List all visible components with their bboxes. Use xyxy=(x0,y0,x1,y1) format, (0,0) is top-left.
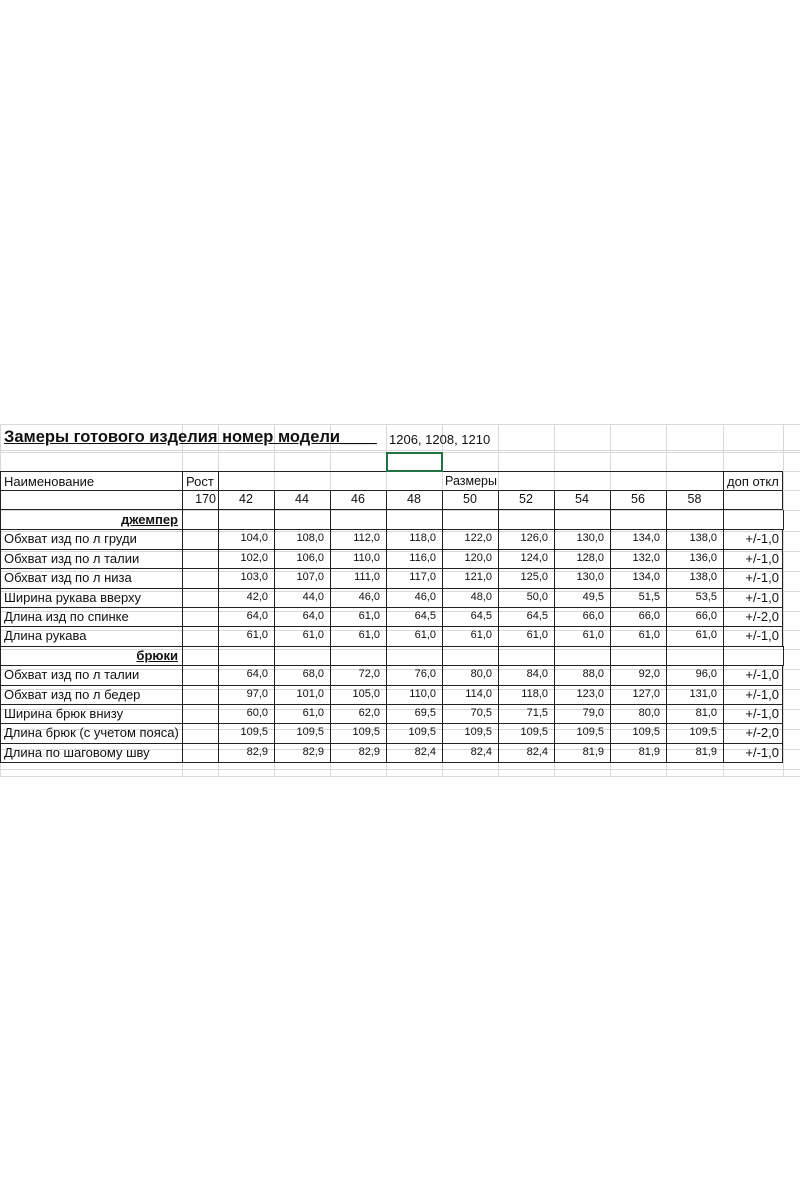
tolerance-blank xyxy=(723,490,783,510)
measurement-value: 64,0 xyxy=(274,607,331,627)
measurement-value: 53,5 xyxy=(666,588,724,608)
measurement-value: 42,0 xyxy=(218,588,275,608)
empty-cell xyxy=(723,510,784,530)
measurement-value: 46,0 xyxy=(386,588,443,608)
measurement-value: 109,5 xyxy=(498,723,555,743)
empty-cell xyxy=(442,510,499,530)
measurement-value: 80,0 xyxy=(442,665,499,685)
measurement-value: 118,0 xyxy=(498,685,555,705)
measurement-value: 103,0 xyxy=(218,568,275,588)
measurement-label: Ширина рукава вверху xyxy=(0,588,183,608)
measurement-value: 70,5 xyxy=(442,704,499,724)
size-header: 56 xyxy=(610,490,667,510)
measurement-value: 81,9 xyxy=(666,743,724,763)
measurement-value: 82,4 xyxy=(498,743,555,763)
size-header: 42 xyxy=(218,490,275,510)
measurement-value: 120,0 xyxy=(442,549,499,569)
tolerance-value: +/-1,0 xyxy=(723,568,783,588)
empty-cell xyxy=(666,510,724,530)
measurement-value: 126,0 xyxy=(498,529,555,549)
measurement-value: 66,0 xyxy=(610,607,667,627)
measurement-value: 136,0 xyxy=(666,549,724,569)
measurement-value: 105,0 xyxy=(330,685,387,705)
measurement-value: 138,0 xyxy=(666,529,724,549)
empty-cell xyxy=(554,510,611,530)
empty-cell xyxy=(498,510,555,530)
measurement-value: 51,5 xyxy=(610,588,667,608)
measurement-value: 132,0 xyxy=(610,549,667,569)
measurement-label: Обхват изд по л талии xyxy=(0,665,183,685)
measurement-value: 71,5 xyxy=(498,704,555,724)
measurement-value: 96,0 xyxy=(666,665,724,685)
height-cell xyxy=(182,704,219,724)
measurement-value: 134,0 xyxy=(610,568,667,588)
measurement-value: 68,0 xyxy=(274,665,331,685)
measurement-value: 109,5 xyxy=(218,723,275,743)
measurement-value: 88,0 xyxy=(554,665,611,685)
measurement-label: Обхват изд по л низа xyxy=(0,568,183,588)
measurement-value: 124,0 xyxy=(498,549,555,569)
tolerance-value: +/-1,0 xyxy=(723,588,783,608)
empty-cell xyxy=(182,510,219,530)
size-header: 48 xyxy=(386,490,443,510)
empty-cell xyxy=(218,510,275,530)
measurement-label: Длина по шаговому шву xyxy=(0,743,183,763)
tolerance-value: +/-2,0 xyxy=(723,607,783,627)
measurement-value: 109,5 xyxy=(386,723,443,743)
measurement-value: 117,0 xyxy=(386,568,443,588)
measurement-value: 104,0 xyxy=(218,529,275,549)
measurement-value: 107,0 xyxy=(274,568,331,588)
empty-cell xyxy=(554,646,611,666)
measurement-value: 61,0 xyxy=(554,626,611,646)
measurement-value: 109,5 xyxy=(442,723,499,743)
measurement-value: 138,0 xyxy=(666,568,724,588)
measurement-value: 130,0 xyxy=(554,568,611,588)
model-numbers: 1206, 1208, 1210 xyxy=(389,432,491,447)
measurement-value: 97,0 xyxy=(218,685,275,705)
measurement-value: 60,0 xyxy=(218,704,275,724)
measurement-value: 48,0 xyxy=(442,588,499,608)
tolerance-value: +/-1,0 xyxy=(723,665,783,685)
measurement-value: 61,0 xyxy=(610,626,667,646)
empty-cell xyxy=(386,510,443,530)
header-name-blank xyxy=(0,490,183,510)
measurement-value: 127,0 xyxy=(610,685,667,705)
empty-cell xyxy=(330,510,387,530)
empty-cell xyxy=(723,646,784,666)
measurement-value: 69,5 xyxy=(386,704,443,724)
measurement-value: 110,0 xyxy=(386,685,443,705)
measurement-value: 72,0 xyxy=(330,665,387,685)
empty-cell xyxy=(498,646,555,666)
section-header: брюки xyxy=(0,646,183,666)
measurement-value: 64,5 xyxy=(386,607,443,627)
tolerance-value: +/-2,0 xyxy=(723,723,783,743)
measurement-value: 84,0 xyxy=(498,665,555,685)
tolerance-value: +/-1,0 xyxy=(723,704,783,724)
measurement-value: 111,0 xyxy=(330,568,387,588)
height-cell xyxy=(182,665,219,685)
measurement-value: 82,9 xyxy=(330,743,387,763)
tolerance-value: +/-1,0 xyxy=(723,626,783,646)
measurement-value: 92,0 xyxy=(610,665,667,685)
sheet-title: Замеры готового изделия номер модели____ xyxy=(4,428,377,446)
height-value: 170 xyxy=(182,490,219,510)
measurement-value: 102,0 xyxy=(218,549,275,569)
height-cell xyxy=(182,549,219,569)
measurement-value: 64,5 xyxy=(498,607,555,627)
measurement-label: Обхват изд по л талии xyxy=(0,549,183,569)
measurement-value: 61,0 xyxy=(218,626,275,646)
height-cell xyxy=(182,568,219,588)
measurement-value: 81,0 xyxy=(666,704,724,724)
measurement-value: 81,9 xyxy=(610,743,667,763)
size-header: 52 xyxy=(498,490,555,510)
size-header: 54 xyxy=(554,490,611,510)
measurement-value: 61,0 xyxy=(498,626,555,646)
measurement-value: 62,0 xyxy=(330,704,387,724)
measurement-value: 82,4 xyxy=(442,743,499,763)
measurement-value: 80,0 xyxy=(610,704,667,724)
empty-cell xyxy=(218,646,275,666)
section-header: джемпер xyxy=(0,510,183,530)
spreadsheet-grid[interactable] xyxy=(0,424,800,776)
height-cell xyxy=(182,588,219,608)
measurement-value: 106,0 xyxy=(274,549,331,569)
measurement-value: 121,0 xyxy=(442,568,499,588)
measurement-value: 112,0 xyxy=(330,529,387,549)
measurement-value: 109,5 xyxy=(610,723,667,743)
measurement-value: 114,0 xyxy=(442,685,499,705)
measurement-value: 82,9 xyxy=(274,743,331,763)
empty-cell xyxy=(442,646,499,666)
measurement-value: 108,0 xyxy=(274,529,331,549)
header-sizes: Размеры xyxy=(218,471,724,491)
measurement-value: 76,0 xyxy=(386,665,443,685)
header-height: Рост xyxy=(182,471,219,491)
measurement-value: 81,9 xyxy=(554,743,611,763)
measurement-value: 82,4 xyxy=(386,743,443,763)
measurement-value: 130,0 xyxy=(554,529,611,549)
measurement-label: Длина изд по спинке xyxy=(0,607,183,627)
measurement-value: 61,0 xyxy=(330,626,387,646)
height-cell xyxy=(182,723,219,743)
measurement-value: 64,0 xyxy=(218,607,275,627)
measurement-label: Обхват изд по л груди xyxy=(0,529,183,549)
height-cell xyxy=(182,607,219,627)
height-cell xyxy=(182,529,219,549)
measurement-value: 61,0 xyxy=(666,626,724,646)
measurement-value: 66,0 xyxy=(666,607,724,627)
selected-cell[interactable] xyxy=(386,452,443,472)
measurement-value: 64,0 xyxy=(218,665,275,685)
measurement-value: 46,0 xyxy=(330,588,387,608)
header-tolerance: доп откл xyxy=(723,471,783,491)
tolerance-value: +/-1,0 xyxy=(723,685,783,705)
empty-cell xyxy=(610,646,667,666)
measurement-value: 66,0 xyxy=(554,607,611,627)
empty-cell xyxy=(330,646,387,666)
measurement-value: 61,0 xyxy=(274,626,331,646)
measurement-label: Обхват изд по л бедер xyxy=(0,685,183,705)
tolerance-value: +/-1,0 xyxy=(723,549,783,569)
measurement-label: Ширина брюк внизу xyxy=(0,704,183,724)
size-header: 58 xyxy=(666,490,724,510)
empty-cell xyxy=(274,646,331,666)
measurement-value: 50,0 xyxy=(498,588,555,608)
measurement-value: 109,5 xyxy=(274,723,331,743)
size-header: 46 xyxy=(330,490,387,510)
tolerance-value: +/-1,0 xyxy=(723,529,783,549)
measurement-value: 101,0 xyxy=(274,685,331,705)
measurement-value: 61,0 xyxy=(330,607,387,627)
measurement-label: Длина брюк (с учетом пояса) xyxy=(0,723,183,743)
measurement-value: 134,0 xyxy=(610,529,667,549)
size-header: 50 xyxy=(442,490,499,510)
measurement-value: 49,5 xyxy=(554,588,611,608)
height-cell xyxy=(182,685,219,705)
empty-cell xyxy=(610,510,667,530)
measurement-value: 64,5 xyxy=(442,607,499,627)
empty-cell xyxy=(666,646,724,666)
measurement-value: 110,0 xyxy=(330,549,387,569)
empty-cell xyxy=(386,646,443,666)
height-cell xyxy=(182,626,219,646)
measurement-value: 109,5 xyxy=(330,723,387,743)
measurement-value: 79,0 xyxy=(554,704,611,724)
measurement-value: 61,0 xyxy=(274,704,331,724)
height-cell xyxy=(182,743,219,763)
empty-cell xyxy=(274,510,331,530)
measurement-value: 82,9 xyxy=(218,743,275,763)
size-header: 44 xyxy=(274,490,331,510)
measurement-value: 122,0 xyxy=(442,529,499,549)
measurement-value: 61,0 xyxy=(442,626,499,646)
measurement-value: 44,0 xyxy=(274,588,331,608)
measurement-value: 125,0 xyxy=(498,568,555,588)
tolerance-value: +/-1,0 xyxy=(723,743,783,763)
measurement-value: 123,0 xyxy=(554,685,611,705)
measurement-value: 131,0 xyxy=(666,685,724,705)
measurement-value: 61,0 xyxy=(386,626,443,646)
measurement-value: 116,0 xyxy=(386,549,443,569)
header-name: Наименование xyxy=(0,471,183,491)
measurement-value: 118,0 xyxy=(386,529,443,549)
measurement-value: 109,5 xyxy=(666,723,724,743)
measurement-value: 128,0 xyxy=(554,549,611,569)
measurement-label: Длина рукава xyxy=(0,626,183,646)
measurement-value: 109,5 xyxy=(554,723,611,743)
empty-cell xyxy=(182,646,219,666)
